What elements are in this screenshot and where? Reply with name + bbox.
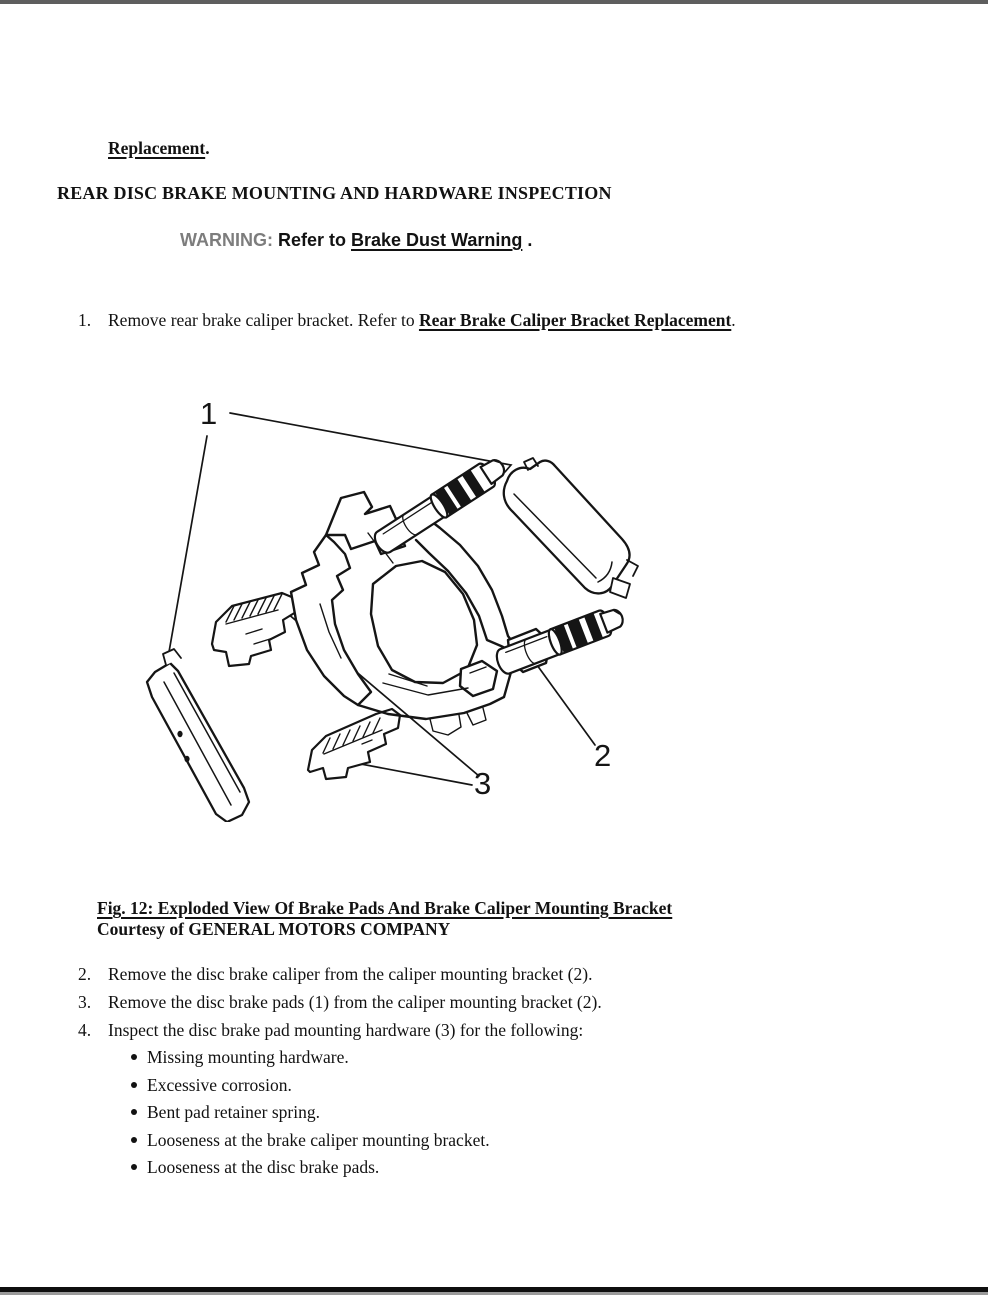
callout-2-label: 2 bbox=[594, 738, 612, 773]
page-top-border bbox=[0, 0, 988, 4]
warning-label: WARNING: bbox=[180, 230, 273, 250]
step-1-plain: Remove rear brake caliper bracket. Refer to bbox=[108, 310, 419, 330]
brake-pad-upper-drawing bbox=[504, 458, 638, 598]
warning-line bbox=[180, 229, 532, 251]
replacement-period: . bbox=[205, 138, 210, 158]
bullet-icon bbox=[131, 1109, 137, 1115]
bullet-icon bbox=[131, 1137, 137, 1143]
step-2-number: 2. bbox=[78, 964, 92, 984]
inspection-item: Looseness at the brake caliper mounting bracket. bbox=[147, 1130, 490, 1150]
brake-dust-warning-link[interactable]: Brake Dust Warning bbox=[351, 230, 523, 250]
step-1-period: . bbox=[731, 310, 736, 330]
figure-credit: Courtesy of GENERAL MOTORS COMPANY bbox=[97, 919, 451, 939]
inspection-item: Missing mounting hardware. bbox=[147, 1047, 349, 1067]
figure-caption bbox=[97, 897, 672, 919]
replacement-link[interactable]: Replacement bbox=[108, 138, 206, 158]
bullet-icon bbox=[131, 1054, 137, 1060]
callout-1-label: 1 bbox=[200, 396, 218, 431]
caliper-bracket-replacement-link[interactable]: Rear Brake Caliper Bracket Replacement bbox=[418, 310, 732, 330]
inspection-item: Bent pad retainer spring. bbox=[147, 1102, 321, 1122]
replacement-line bbox=[108, 137, 210, 159]
step-1-text bbox=[108, 309, 736, 331]
section-heading: REAR DISC BRAKE MOUNTING AND HARDWARE INSPECTION bbox=[57, 183, 612, 203]
bullet-icon bbox=[131, 1164, 137, 1170]
exploded-view-figure bbox=[130, 382, 650, 822]
exploded-view-diagram bbox=[130, 382, 650, 822]
step-4-text: Inspect the disc brake pad mounting hardware (3) for the following: bbox=[108, 1020, 584, 1040]
step-3-number: 3. bbox=[78, 992, 92, 1012]
step-4-number: 4. bbox=[78, 1020, 92, 1040]
warning-period: . bbox=[522, 230, 533, 250]
page-bottom-border-shadow bbox=[0, 1292, 988, 1295]
figure-caption-text: Fig. 12: Exploded View Of Brake Pads And Brake Caliper Mounting Bracket bbox=[97, 898, 673, 918]
callout-3-label: 3 bbox=[474, 766, 492, 801]
guide-pin-top-drawing bbox=[370, 454, 509, 557]
step-2-text: Remove the disc brake caliper from the caliper mounting bracket (2). bbox=[108, 964, 593, 984]
bullet-icon bbox=[131, 1082, 137, 1088]
inspection-item: Excessive corrosion. bbox=[147, 1075, 292, 1095]
step-3-text: Remove the disc brake pads (1) from the caliper mounting bracket (2). bbox=[108, 992, 602, 1012]
pad-retainer-clip-upper-drawing bbox=[212, 593, 296, 666]
brake-pad-lower-drawing bbox=[147, 649, 249, 822]
warning-text: Refer to bbox=[273, 230, 352, 250]
inspection-item: Looseness at the disc brake pads. bbox=[147, 1157, 380, 1177]
step-1-number: 1. bbox=[78, 310, 92, 330]
